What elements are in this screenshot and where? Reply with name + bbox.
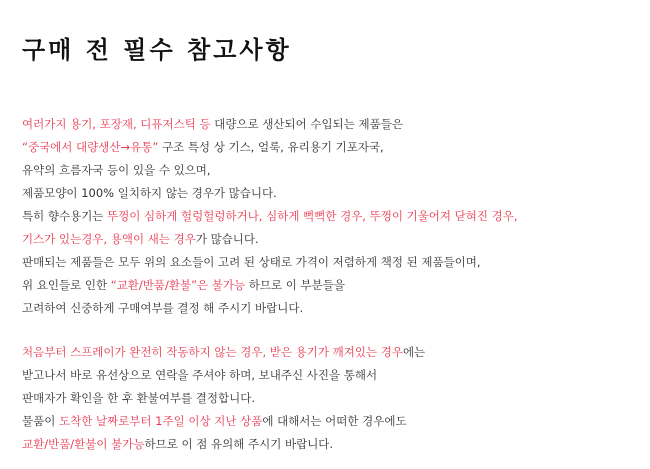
notice-line (22, 182, 518, 205)
body-text: 가 많습니다. (195, 232, 259, 246)
body-text: 에는 (402, 345, 426, 359)
notice-line (22, 297, 518, 320)
highlight-text: 도착한 날짜로부터 1주일 이상 지난 상품 (58, 414, 263, 428)
highlight-text: 기스가 있는경우, 용액이 새는 경우 (22, 232, 196, 246)
body-text: 판매자가 확인을 한 후 환불여부를 결정합니다. (22, 391, 256, 405)
notice-line (22, 159, 518, 182)
body-text: 물품이 (22, 414, 59, 428)
notice-paragraph-returns (22, 341, 425, 456)
body-text: 고려하여 신중하게 구매여부를 결정 해 주시기 바랍니다. (22, 301, 304, 315)
body-text: 판매되는 제품들은 모두 위의 요소들이 고려 된 상태로 가격이 저렴하게 책정 된 제품들이며, (22, 255, 481, 269)
notice-line (22, 387, 425, 410)
notice-line (22, 228, 518, 251)
body-text: 하므로 이 점 유의해 주시기 바랍니다. (144, 437, 334, 451)
body-text: 받고나서 바로 유선상으로 연락을 주셔야 하며, 보내주신 사진을 통해서 (22, 368, 378, 382)
body-text: 제품모양이 100% 일치하지 않는 경우가 많습니다. (22, 186, 277, 200)
highlight-text: 처음부터 스프레이가 완전히 작동하지 않는 경우, 받은 용기가 깨져있는 경우 (22, 345, 403, 359)
notice-line (22, 341, 425, 364)
body-text: 위 요인들로 인한 (22, 278, 111, 292)
notice-line (22, 251, 518, 274)
body-text: 에 대해서는 어떠한 경우에도 (262, 414, 407, 428)
page-title: 구매 전 필수 참고사항 (22, 36, 292, 64)
highlight-text: 뚜껑이 심하게 헐렁헐렁하거나, 심하게 뻑뻑한 경우, 뚜껑이 기울어져 닫혀진 경우, (107, 209, 518, 223)
body-text: 구조 특성 상 기스, 얼룩, 유리용기 기포자국, (158, 140, 384, 154)
highlight-text: 교환/반품/환불이 불가능 (22, 437, 145, 451)
body-text: 하므로 이 부분들을 (245, 278, 345, 292)
notice-line (22, 274, 518, 297)
notice-paragraph-defects (22, 113, 518, 320)
notice-line (22, 433, 425, 456)
notice-line (22, 113, 518, 136)
body-text: 유약의 흐름자국 등이 있을 수 있으며, (22, 163, 211, 177)
body-text: 대량으로 생산되어 수입되는 제품들은 (210, 117, 403, 131)
notice-line (22, 205, 518, 228)
notice-line (22, 364, 425, 387)
highlight-text: “교환/반품/환불”은 불가능 (110, 278, 246, 292)
highlight-text: “중국에서 대량생산→유통” (22, 140, 159, 154)
body-text: 특히 향수용기는 (22, 209, 108, 223)
notice-line (22, 136, 518, 159)
notice-line (22, 410, 425, 433)
highlight-text: 여러가지 용기, 포장재, 디퓨저스틱 등 (22, 117, 211, 131)
